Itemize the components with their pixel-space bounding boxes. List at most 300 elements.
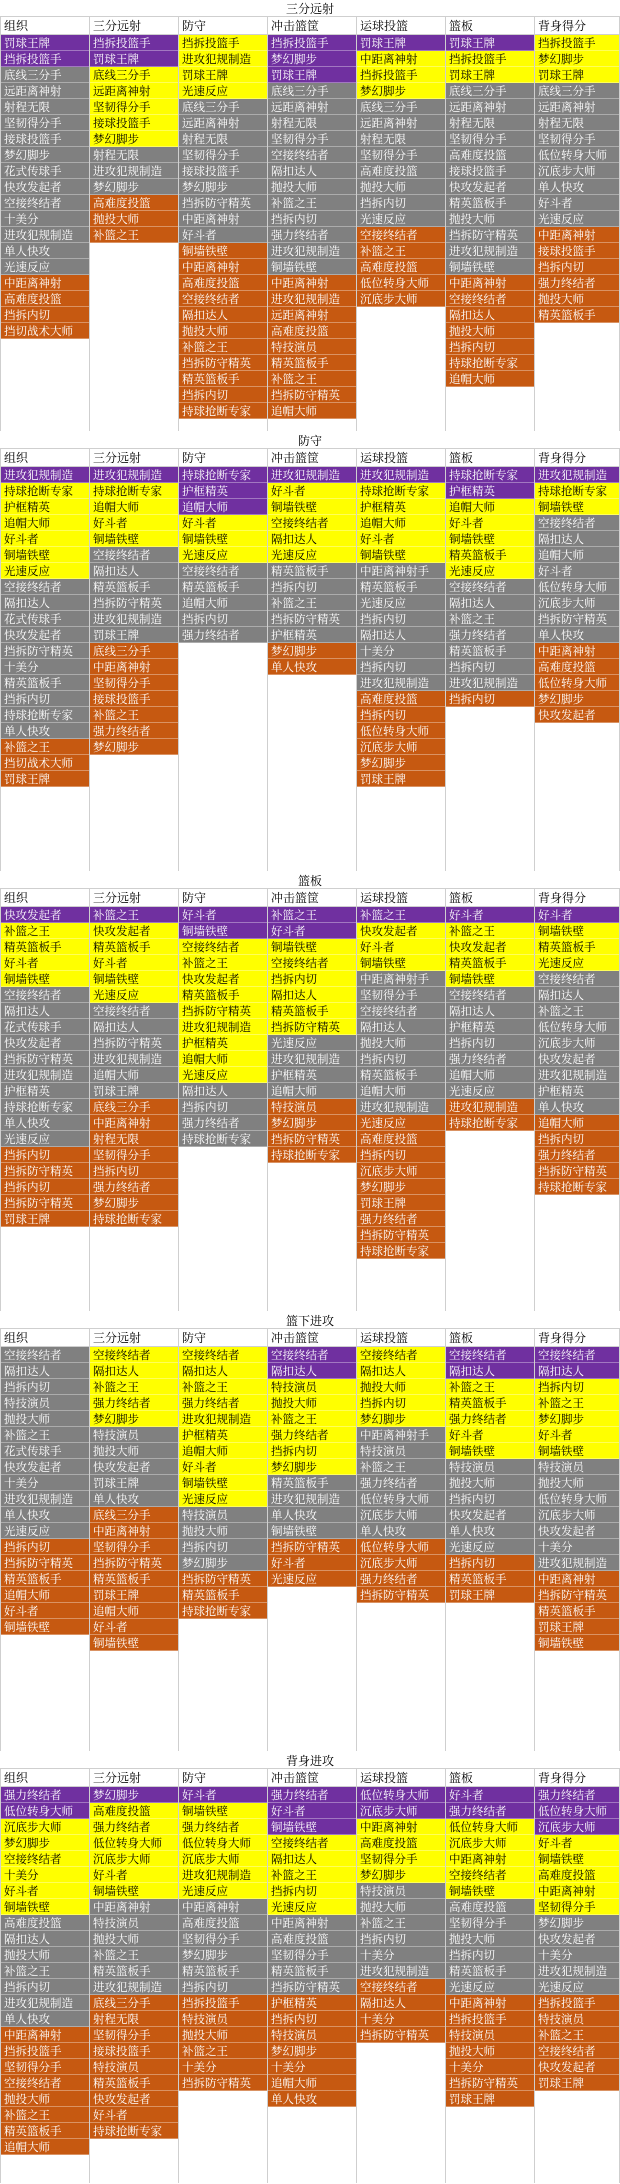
badge-cell: 精英篮板手	[268, 355, 356, 371]
badge-cell: 底线三分手	[90, 643, 178, 659]
badge-cell: 护框精英	[268, 1067, 356, 1083]
badge-cell: 单人快攻	[1, 1507, 89, 1523]
badge-cell: 空接终结者	[179, 563, 267, 579]
badge-cell: 空接终结者	[268, 515, 356, 531]
badge-cell: 中距离神射	[90, 1115, 178, 1131]
badge-cell: 隔扣达人	[90, 1019, 178, 1035]
badge-cell: 挡拆内切	[1, 1147, 89, 1163]
badge-cell: 追帽大师	[535, 547, 619, 563]
badge-cell: 中距离神射	[446, 1851, 534, 1867]
badge-cell: 好斗者	[535, 1427, 619, 1443]
column	[178, 449, 267, 871]
badge-cell: 强力终结者	[90, 1179, 178, 1195]
badge-cell: 远距离神射	[268, 307, 356, 323]
badge-cell: 精英篮板手	[90, 579, 178, 595]
badge-cell: 接球投篮手	[535, 243, 619, 259]
badge-cell: 挡拆内切	[179, 1979, 267, 1995]
badge-cell: 坚韧得分手	[90, 675, 178, 691]
badge-cell: 挡拆防守精英	[179, 1003, 267, 1019]
badge-cell: 补篮之王	[357, 907, 445, 923]
badge-cell: 补篮之王	[357, 1459, 445, 1475]
badge-cell: 坚韧得分手	[1, 115, 89, 131]
badge-cell: 梦幻脚步	[90, 1411, 178, 1427]
badge-cell: 挡拆内切	[179, 1099, 267, 1115]
badge-cell: 快攻发起者	[1, 179, 89, 195]
badge-cell: 高难度投篮	[357, 163, 445, 179]
badge-cell: 追帽大师	[179, 595, 267, 611]
badge-cell: 梦幻脚步	[535, 51, 619, 67]
badge-cell: 精英篮板手	[535, 1603, 619, 1619]
badge-cell: 补篮之王	[1, 923, 89, 939]
badge-cell: 进攻犯规制造	[1, 227, 89, 243]
badge-cell: 挡拆防守精英	[179, 2075, 267, 2091]
badge-cell: 补篮之王	[1, 739, 89, 755]
badge-cell: 补篮之王	[446, 611, 534, 627]
badge-cell: 空接终结者	[446, 1867, 534, 1883]
badge-cell: 挡拆防守精英	[535, 611, 619, 627]
badge-cell: 沉底步大师	[535, 1507, 619, 1523]
badge-cell: 抛投大师	[179, 323, 267, 339]
badge-cell: 底线三分手	[535, 83, 619, 99]
badge-cell: 铜墙铁壁	[90, 971, 178, 987]
badge-cell: 花式传球手	[1, 1019, 89, 1035]
badge-cell: 特技演员	[90, 1427, 178, 1443]
badge-cell: 隔扣达人	[357, 1363, 445, 1379]
badge-cell: 罚球王牌	[1, 1211, 89, 1227]
badge-cell: 快攻发起者	[446, 1507, 534, 1523]
badge-cell: 强力终结者	[90, 1819, 178, 1835]
column	[0, 1329, 89, 1751]
badge-cell: 沉底步大师	[357, 739, 445, 755]
badge-cell: 空接终结者	[1, 579, 89, 595]
badge-cell: 精英篮板手	[90, 1571, 178, 1587]
badge-cell: 持球抢断专家	[535, 483, 619, 499]
badge-cell: 远距离神射	[357, 115, 445, 131]
badge-cell: 光速反应	[535, 955, 619, 971]
badge-cell: 中距离神射	[90, 659, 178, 675]
badge-cell: 沉底步大师	[90, 1851, 178, 1867]
badge-cell: 铜墙铁壁	[1, 971, 89, 987]
badge-cell: 挡拆内切	[446, 1947, 534, 1963]
badge-cell: 高难度投篮	[357, 691, 445, 707]
badge-cell: 特技演员	[268, 2027, 356, 2043]
badge-cell: 进攻犯规制造	[357, 675, 445, 691]
badge-cell: 好斗者	[446, 1787, 534, 1803]
badge-cell: 挡拆防守精英	[179, 195, 267, 211]
badge-cell: 梦幻脚步	[268, 1115, 356, 1131]
badge-cell: 挡拆防守精英	[268, 1979, 356, 1995]
column	[89, 1769, 178, 2183]
badge-cell: 挡拆防守精英	[535, 1163, 619, 1179]
badge-cell: 坚韧得分手	[90, 1147, 178, 1163]
badge-cell: 底线三分手	[90, 1995, 178, 2011]
badge-cell: 护框精英	[179, 483, 267, 499]
badge-cell: 好斗者	[90, 1619, 178, 1635]
badge-cell: 挡拆内切	[268, 579, 356, 595]
badge-cell: 挡拆投篮手	[1, 2043, 89, 2059]
badge-cell: 隔扣达人	[357, 1019, 445, 1035]
badge-cell: 空接终结者	[535, 1347, 619, 1363]
badge-cell: 挡拆防守精英	[357, 2027, 445, 2043]
badge-cell: 补篮之王	[268, 195, 356, 211]
badge-cell: 好斗者	[90, 1867, 178, 1883]
badge-cell: 射程无限	[357, 131, 445, 147]
badge-cell: 挡拆内切	[1, 1379, 89, 1395]
badge-cell: 空接终结者	[357, 1979, 445, 1995]
badge-cell: 光速反应	[1, 1523, 89, 1539]
badge-cell: 低位转身大师	[357, 1539, 445, 1555]
badge-cell: 强力终结者	[535, 275, 619, 291]
badge-cell: 挡拆防守精英	[1, 643, 89, 659]
badge-cell: 护框精英	[1, 1083, 89, 1099]
column-header: 组织	[1, 1329, 89, 1347]
badge-grid	[0, 448, 620, 871]
column-header: 运球投篮	[357, 17, 445, 35]
badge-cell: 快攻发起者	[535, 1523, 619, 1539]
badge-cell: 接球投篮手	[1, 131, 89, 147]
badge-cell: 挡拆投篮手	[535, 35, 619, 51]
badge-cell: 罚球王牌	[357, 35, 445, 51]
badge-cell: 底线三分手	[1, 67, 89, 83]
badge-cell: 进攻犯规制造	[446, 675, 534, 691]
badge-cell: 沉底步大师	[446, 1835, 534, 1851]
badge-cell: 精英篮板手	[179, 579, 267, 595]
section-title: 背身进攻	[285, 1754, 334, 1768]
badge-cell: 空接终结者	[446, 1347, 534, 1363]
badge-cell: 光速反应	[268, 1899, 356, 1915]
badge-cell: 强力终结者	[268, 227, 356, 243]
badge-cell: 护框精英	[268, 1995, 356, 2011]
badge-cell: 十美分	[535, 1539, 619, 1555]
badge-cell: 低位转身大师	[535, 675, 619, 691]
badge-cell: 挡拆内切	[357, 1147, 445, 1163]
badge-cell: 光速反应	[446, 1979, 534, 1995]
badge-cell: 挡拆防守精英	[268, 611, 356, 627]
badge-cell: 铜墙铁壁	[179, 1803, 267, 1819]
column	[178, 1329, 267, 1751]
badge-cell: 精英篮板手	[1, 1571, 89, 1587]
badge-cell: 花式传球手	[1, 1443, 89, 1459]
badge-cell: 抛投大师	[90, 1931, 178, 1947]
badge-cell: 护框精英	[1, 499, 89, 515]
badge-cell: 射程无限	[90, 2011, 178, 2027]
badge-cell: 接球投篮手	[90, 691, 178, 707]
badge-cell: 十美分	[357, 643, 445, 659]
badge-cell: 抛投大师	[535, 1475, 619, 1491]
badge-cell: 沉底步大师	[357, 1163, 445, 1179]
badge-cell: 射程无限	[535, 115, 619, 131]
badge-cell: 高难度投篮	[446, 1899, 534, 1915]
badge-cell: 梦幻脚步	[268, 51, 356, 67]
badge-cell: 中距离神射	[535, 1571, 619, 1587]
column-header: 篮板	[446, 1329, 534, 1347]
badge-cell: 抛投大师	[90, 211, 178, 227]
badge-cell: 空接终结者	[179, 291, 267, 307]
badge-cell: 好斗者	[446, 515, 534, 531]
column-header: 三分远射	[90, 1329, 178, 1347]
badge-cell: 进攻犯规制造	[1, 1491, 89, 1507]
column	[0, 449, 89, 871]
badge-cell: 梦幻脚步	[268, 1459, 356, 1475]
badge-cell: 补篮之王	[268, 595, 356, 611]
badge-cell: 补篮之王	[179, 1379, 267, 1395]
badge-cell: 挡拆投篮手	[446, 51, 534, 67]
section	[0, 872, 620, 1312]
column	[178, 17, 267, 431]
badge-cell: 精英篮板手	[446, 547, 534, 563]
badge-cell: 挡拆防守精英	[268, 1019, 356, 1035]
badge-cell: 补篮之王	[535, 2027, 619, 2043]
badge-cell: 进攻犯规制造	[1, 1995, 89, 2011]
badge-cell: 精英篮板手	[357, 1067, 445, 1083]
badge-cell: 中距离神射手	[357, 971, 445, 987]
column-header: 防守	[179, 17, 267, 35]
column-header: 篮板	[446, 1769, 534, 1787]
column-header: 组织	[1, 17, 89, 35]
badge-cell: 强力终结者	[179, 1115, 267, 1131]
badge-cell: 挡拆内切	[1, 691, 89, 707]
badge-cell: 进攻犯规制造	[535, 1555, 619, 1571]
badge-cell: 光速反应	[268, 547, 356, 563]
badge-cell: 坚韧得分手	[90, 99, 178, 115]
column	[267, 449, 356, 871]
badge-cell: 光速反应	[268, 1035, 356, 1051]
badge-cell: 中距离神射	[535, 1883, 619, 1899]
badge-cell: 光速反应	[179, 1067, 267, 1083]
badge-cell: 挡切战术大师	[1, 323, 89, 339]
badge-cell: 隔扣达人	[535, 987, 619, 1003]
badge-cell: 花式传球手	[1, 163, 89, 179]
column-header: 防守	[179, 1329, 267, 1347]
badge-cell: 进攻犯规制造	[268, 467, 356, 483]
badge-cell: 挡拆投篮手	[446, 2011, 534, 2027]
badge-cell: 特技演员	[268, 339, 356, 355]
badge-cell: 特技演员	[1, 1395, 89, 1411]
badge-cell: 光速反应	[446, 1539, 534, 1555]
badge-cell: 十美分	[1, 1867, 89, 1883]
badge-cell: 快攻发起者	[1, 627, 89, 643]
badge-cell: 好斗者	[90, 955, 178, 971]
badge-cell: 挡拆防守精英	[357, 1227, 445, 1243]
badge-cell: 空接终结者	[1, 1347, 89, 1363]
badge-cell: 补篮之王	[1, 2107, 89, 2123]
badge-cell: 进攻犯规制造	[90, 1051, 178, 1067]
column-header: 防守	[179, 889, 267, 907]
badge-cell: 梦幻脚步	[90, 739, 178, 755]
badge-cell: 强力终结者	[446, 1411, 534, 1427]
badge-cell: 射程无限	[90, 1131, 178, 1147]
badge-cell: 追帽大师	[1, 2139, 89, 2155]
badge-cell: 隔扣达人	[1, 1003, 89, 1019]
badge-cell: 沉底步大师	[535, 163, 619, 179]
badge-cell: 隔扣达人	[179, 1363, 267, 1379]
badge-cell: 接球投篮手	[446, 163, 534, 179]
badge-cell: 护框精英	[535, 1083, 619, 1099]
badge-cell: 低位转身大师	[90, 1835, 178, 1851]
badge-cell: 沉底步大师	[535, 1819, 619, 1835]
badge-cell: 十美分	[1, 1475, 89, 1491]
badge-cell: 快攻发起者	[90, 1459, 178, 1475]
badge-cell: 接球投篮手	[90, 2043, 178, 2059]
column	[356, 889, 445, 1311]
column	[89, 449, 178, 871]
column-header: 运球投篮	[357, 889, 445, 907]
column	[0, 1769, 89, 2183]
badge-cell: 中距离神射	[446, 275, 534, 291]
badge-cell: 强力终结者	[535, 1147, 619, 1163]
badge-cell: 隔扣达人	[90, 563, 178, 579]
badge-cell: 追帽大师	[446, 499, 534, 515]
badge-cell: 护框精英	[179, 1035, 267, 1051]
badge-cell: 底线三分手	[268, 83, 356, 99]
badge-cell: 空接终结者	[1, 987, 89, 1003]
badge-cell: 铜墙铁壁	[268, 1523, 356, 1539]
badge-cell: 挡拆防守精英	[1, 1163, 89, 1179]
badge-cell: 罚球王牌	[179, 67, 267, 83]
column	[534, 1769, 620, 2183]
badge-cell: 快攻发起者	[535, 1931, 619, 1947]
badge-cell: 中距离神射	[1, 2027, 89, 2043]
badge-cell: 单人快攻	[268, 2091, 356, 2107]
badge-cell: 高难度投篮	[268, 323, 356, 339]
column-header: 背身得分	[535, 1329, 619, 1347]
badge-cell: 精英篮板手	[535, 307, 619, 323]
badge-cell: 射程无限	[446, 115, 534, 131]
badge-cell: 罚球王牌	[357, 771, 445, 787]
badge-cell: 沉底步大师	[535, 595, 619, 611]
column-header: 背身得分	[535, 1769, 619, 1787]
badge-cell: 抛投大师	[357, 1035, 445, 1051]
badge-cell: 铜墙铁壁	[179, 923, 267, 939]
badge-cell: 隔扣达人	[179, 307, 267, 323]
badge-cell: 射程无限	[268, 115, 356, 131]
badge-cell: 低位转身大师	[535, 579, 619, 595]
badge-cell: 梦幻脚步	[357, 755, 445, 771]
badge-cell: 高难度投篮	[357, 259, 445, 275]
badge-cell: 挡拆防守精英	[357, 1587, 445, 1603]
badge-cell: 抛投大师	[179, 1523, 267, 1539]
badge-cell: 隔扣达人	[535, 531, 619, 547]
badge-cell: 挡拆投篮手	[1, 51, 89, 67]
badge-cell: 低位转身大师	[535, 147, 619, 163]
section-title: 防守	[297, 434, 322, 448]
badge-cell: 挡拆投篮手	[90, 35, 178, 51]
badge-cell: 光速反应	[179, 547, 267, 563]
badge-cell: 罚球王牌	[535, 67, 619, 83]
badge-cell: 精英篮板手	[179, 1587, 267, 1603]
badge-cell: 空接终结者	[535, 2043, 619, 2059]
badge-cell: 进攻犯规制造	[179, 1019, 267, 1035]
column	[0, 17, 89, 431]
badge-cell: 远距离神射	[1, 83, 89, 99]
badge-cell: 中距离神射手	[357, 563, 445, 579]
column-header: 运球投篮	[357, 449, 445, 467]
badge-cell: 快攻发起者	[357, 923, 445, 939]
badge-cell: 追帽大师	[357, 515, 445, 531]
badge-cell: 挡拆内切	[268, 1883, 356, 1899]
badge-cell: 补篮之王	[268, 907, 356, 923]
badge-cell: 罚球王牌	[1, 771, 89, 787]
badge-cell: 罚球王牌	[446, 1587, 534, 1603]
badge-cell: 特技演员	[446, 2027, 534, 2043]
badge-cell: 精英篮板手	[90, 2075, 178, 2091]
badge-cell: 快攻发起者	[446, 939, 534, 955]
badge-cell: 好斗者	[90, 2107, 178, 2123]
badge-cell: 罚球王牌	[446, 67, 534, 83]
badge-cell: 挡拆防守精英	[1, 1051, 89, 1067]
badge-grid	[0, 16, 620, 431]
badge-cell: 隔扣达人	[357, 627, 445, 643]
badge-grid	[0, 888, 620, 1311]
column	[0, 889, 89, 1311]
badge-cell: 十美分	[268, 2059, 356, 2075]
badge-cell: 十美分	[357, 1947, 445, 1963]
column-header: 组织	[1, 449, 89, 467]
badge-cell: 挡拆内切	[446, 1035, 534, 1051]
badge-cell: 罚球王牌	[90, 627, 178, 643]
badge-cell: 低位转身大师	[357, 1787, 445, 1803]
section-title: 篮下进攻	[285, 1314, 334, 1328]
badge-cell: 快攻发起者	[535, 1051, 619, 1067]
badge-cell: 抛投大师	[268, 1395, 356, 1411]
badge-cell: 空接终结者	[179, 1347, 267, 1363]
badge-cell: 挡拆防守精英	[268, 1131, 356, 1147]
badge-cell: 好斗者	[268, 483, 356, 499]
badge-cell: 特技演员	[268, 1099, 356, 1115]
badge-cell: 快攻发起者	[446, 179, 534, 195]
badge-cell: 铜墙铁壁	[179, 243, 267, 259]
badge-cell: 中距离神射	[179, 259, 267, 275]
badge-cell: 梦幻脚步	[90, 131, 178, 147]
badge-cell: 抛投大师	[357, 1379, 445, 1395]
badge-cell: 挡拆内切	[179, 387, 267, 403]
section	[0, 0, 620, 432]
badge-cell: 光速反应	[446, 1083, 534, 1099]
badge-cell: 精英篮板手	[90, 1963, 178, 1979]
badge-cell: 低位转身大师	[179, 1835, 267, 1851]
badge-cell: 隔扣达人	[446, 1363, 534, 1379]
badge-cell: 进攻犯规制造	[1, 1067, 89, 1083]
badge-cell: 挡拆内切	[1, 1539, 89, 1555]
badge-cell: 沉底步大师	[179, 1851, 267, 1867]
badge-cell: 罚球王牌	[90, 51, 178, 67]
badge-cell: 进攻犯规制造	[535, 1067, 619, 1083]
badge-cell: 补篮之王	[268, 1411, 356, 1427]
badge-cell: 强力终结者	[446, 1803, 534, 1819]
badge-cell: 追帽大师	[1, 515, 89, 531]
badge-cell: 空接终结者	[446, 291, 534, 307]
column	[445, 449, 534, 871]
badge-cell: 好斗者	[179, 515, 267, 531]
column-header: 冲击篮筐	[268, 17, 356, 35]
badge-cell: 空接终结者	[357, 1347, 445, 1363]
column-header: 防守	[179, 1769, 267, 1787]
badge-cell: 好斗者	[1, 1603, 89, 1619]
badge-cell: 坚韧得分手	[535, 1899, 619, 1915]
badge-cell: 梦幻脚步	[535, 1915, 619, 1931]
column-header: 运球投篮	[357, 1769, 445, 1787]
badge-cell: 铜墙铁壁	[535, 1443, 619, 1459]
column	[267, 17, 356, 431]
badge-cell: 空接终结者	[357, 1003, 445, 1019]
badge-cell: 空接终结者	[90, 547, 178, 563]
column-header: 冲击篮筐	[268, 889, 356, 907]
badge-cell: 光速反应	[535, 211, 619, 227]
badge-cell: 中距离神射	[535, 227, 619, 243]
badge-cell: 远距离神射	[446, 99, 534, 115]
badge-cell: 挡拆内切	[535, 259, 619, 275]
badge-cell: 精英篮板手	[179, 371, 267, 387]
